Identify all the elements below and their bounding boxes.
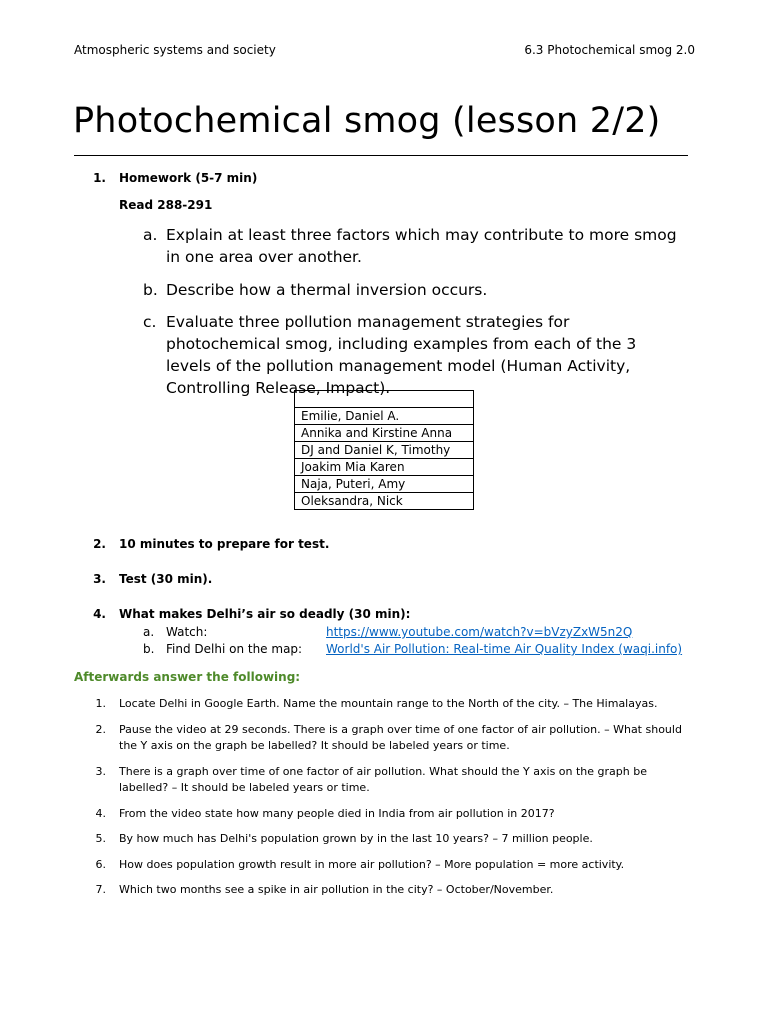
item-1a-text: Explain at least three factors which may contribute to more smog in one area over another. [166,226,677,266]
item-1c-text: Evaluate three pollution management strategies for photochemical smog, including examples from each of the 3 levels of the pollution management model (Human Activity, Controlling Release, Impact). [166,313,637,397]
question-1-number: 1. [95,697,106,710]
header-lesson-code: 6.3 Photochemical smog 2.0 [524,43,695,57]
question-7-text: Which two months see a spike in air pollution in the city? – October/November. [119,883,554,896]
item-1a-letter: a. [143,226,158,244]
youtube-video-link[interactable]: https://www.youtube.com/watch?v=bVzyZxW5n2Q [326,625,633,639]
groups-table [294,390,474,510]
table-header-cell [295,391,474,408]
question-5-text: By how much has Delhi's population grown by in the last 10 years? – 7 million people. [119,832,593,845]
question-1-text: Locate Delhi in Google Earth. Name the mountain range to the North of the city. – The Himalayas. [119,697,658,710]
item-4a-letter: a. [143,625,155,639]
table-row [295,408,474,425]
question-4-number: 4. [95,807,106,820]
question-6-text: How does population growth result in more air pollution? – More population = more activity. [119,858,625,871]
question-7-number: 7. [95,883,106,896]
question-3-number: 3. [95,765,106,778]
table-cell: Joakim Mia Karen [295,459,474,476]
air-quality-map-link[interactable]: World's Air Pollution: Real-time Air Quality Index (waqi.info) [326,642,683,656]
question-2-text: Pause the video at 29 seconds. There is a graph over time of one factor of air pollution. – What should the Y axis on the graph be labelled? It should be labeled years or time. [119,723,682,752]
section-1-label: Homework (5-7 min) [119,171,258,185]
afterwards-heading: Afterwards answer the following: [74,670,301,684]
question-5-number: 5. [95,832,106,845]
section-2-number: 2. [93,537,106,551]
section-4-label: What makes Delhi’s air so deadly (30 min): [119,607,411,621]
title-divider [74,155,688,156]
page-title: Photochemical smog (lesson 2/2) [73,101,661,141]
table-cell: Naja, Puteri, Amy [295,476,474,493]
section-2-label: 10 minutes to prepare for test. [119,537,330,551]
item-1b-text: Describe how a thermal inversion occurs. [166,281,488,299]
section-1-reading: Read 288-291 [119,198,213,212]
table-row [295,493,474,510]
question-4-text: From the video state how many people died in India from air pollution in 2017? [119,807,555,820]
section-3-label: Test (30 min). [119,572,213,586]
question-3-text: There is a graph over time of one factor of air pollution. What should the Y axis on the graph be labelled? – It should be labeled years or time. [119,765,647,794]
table-row [295,476,474,493]
item-4b-letter: b. [143,642,155,656]
table-cell: Emilie, Daniel A. [295,408,474,425]
table-row [295,425,474,442]
section-3-number: 3. [93,572,106,586]
item-4b-text: Find Delhi on the map: [166,642,303,656]
table-cell: Annika and Kirstine Anna [295,425,474,442]
table-cell: Oleksandra, Nick [295,493,474,510]
header-course-title: Atmospheric systems and society [74,43,276,57]
item-1c-letter: c. [143,313,157,331]
table-row [295,459,474,476]
section-1-number: 1. [93,171,106,185]
item-1b-letter: b. [143,281,158,299]
section-4-number: 4. [93,607,106,621]
item-4a-text: Watch: [166,625,208,639]
question-2-number: 2. [95,723,106,736]
table-row [295,442,474,459]
table-header-row [295,391,474,408]
table-cell: DJ and Daniel K, Timothy [295,442,474,459]
question-6-number: 6. [95,858,106,871]
